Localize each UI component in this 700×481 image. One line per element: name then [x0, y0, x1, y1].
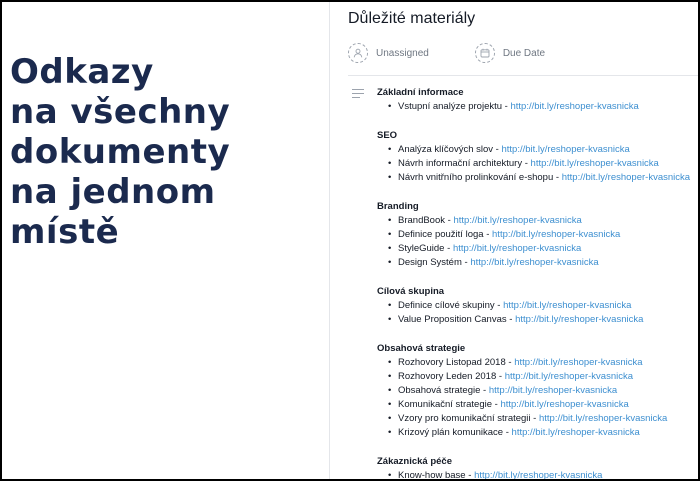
document-name: Design Systém — [398, 257, 462, 268]
document-link[interactable]: http://bit.ly/reshoper-kvasnicka — [538, 413, 668, 424]
separator: - — [444, 243, 453, 254]
document-name: Obsahová strategie — [398, 385, 481, 396]
list-item — [388, 370, 699, 384]
due-date-label: Due Date — [502, 47, 546, 59]
bullet-list — [377, 299, 699, 327]
headline — [10, 52, 310, 252]
headline-line: dokumenty — [10, 132, 231, 172]
document-name: BrandBook — [398, 215, 446, 226]
list-item — [388, 171, 699, 185]
list-item — [388, 469, 699, 479]
list-item — [388, 384, 699, 398]
separator: - — [502, 101, 511, 112]
list-item — [388, 313, 699, 327]
bullet-list — [377, 143, 699, 185]
document-link[interactable]: http://bit.ly/reshoper-kvasnicka — [452, 243, 582, 254]
document-link[interactable]: http://bit.ly/reshoper-kvasnicka — [453, 215, 582, 226]
document-link[interactable]: http://bit.ly/reshoper-kvasnicka — [488, 385, 618, 396]
document-link[interactable]: http://bit.ly/reshoper-kvasnicka — [515, 314, 644, 325]
document-name: Rozhovory Listopad 2018 — [398, 357, 506, 368]
document-name: Definice použití loga — [398, 229, 484, 240]
separator: - — [553, 172, 562, 183]
description-section — [377, 199, 699, 270]
separator: - — [494, 300, 504, 311]
section-heading: Obsahová strategie — [377, 343, 466, 354]
bullet-list — [377, 100, 699, 114]
document-name: Value Proposition Canvas — [398, 314, 507, 325]
separator: - — [496, 371, 505, 382]
document-link[interactable]: http://bit.ly/reshoper-kvasnicka — [492, 229, 621, 240]
person-icon — [348, 43, 368, 63]
calendar-icon — [475, 43, 495, 63]
list-item — [388, 412, 699, 426]
section-heading: SEO — [377, 130, 398, 141]
description-icon — [352, 89, 364, 101]
document-link[interactable]: http://bit.ly/reshoper-kvasnicka — [501, 144, 630, 155]
list-item — [388, 398, 699, 412]
document-name: Definice cílové skupiny — [398, 300, 495, 311]
headline-line: na všechny — [10, 92, 231, 132]
task-detail-panel — [329, 2, 699, 479]
due-date-field[interactable] — [475, 43, 545, 63]
separator: - — [506, 314, 516, 325]
bullet-list — [377, 356, 699, 440]
document-link[interactable]: http://bit.ly/reshoper-kvasnicka — [470, 257, 599, 268]
list-item — [388, 299, 699, 313]
document-link[interactable]: http://bit.ly/reshoper-kvasnicka — [474, 470, 603, 479]
description-section — [377, 454, 699, 479]
bullet-list — [377, 469, 699, 479]
document-name: Know-how base — [398, 470, 466, 479]
document-link[interactable]: http://bit.ly/reshoper-kvasnicka — [530, 158, 659, 169]
document-name: Komunikační strategie — [398, 399, 492, 410]
task-meta-row — [348, 41, 591, 65]
description-section — [377, 85, 699, 114]
description-section — [377, 284, 699, 327]
document-link[interactable]: http://bit.ly/reshoper-kvasnicka — [500, 399, 629, 410]
task-description[interactable] — [377, 85, 699, 479]
list-item — [388, 228, 699, 242]
separator: - — [480, 385, 489, 396]
section-heading: Zákaznická péče — [377, 456, 452, 467]
section-heading: Cílová skupina — [377, 286, 445, 297]
bullet-list — [377, 214, 699, 270]
document-name: Analýza klíčových slov — [398, 144, 494, 155]
list-item — [388, 242, 699, 256]
document-name: Návrh vnitřního prolinkování e-shopu — [398, 172, 554, 183]
separator: - — [492, 399, 501, 410]
list-item — [388, 356, 699, 370]
list-item — [388, 214, 699, 228]
separator: - — [530, 413, 539, 424]
document-name: Vstupní analýze projektu — [398, 101, 503, 112]
list-item — [388, 256, 699, 270]
headline-line: Odkazy — [10, 52, 154, 92]
document-name: Vzory pro komunikační strategii — [398, 413, 531, 424]
description-section — [377, 341, 699, 440]
document-link[interactable]: http://bit.ly/reshoper-kvasnicka — [503, 300, 632, 311]
list-item — [388, 100, 699, 114]
separator: - — [483, 229, 493, 240]
section-heading: Základní informace — [377, 87, 464, 98]
assignee-field[interactable] — [348, 43, 429, 63]
list-item — [388, 426, 699, 440]
separator: - — [445, 215, 454, 226]
document-name: Krizový plán komunikace — [398, 427, 504, 438]
document-name: Návrh informační architektury — [398, 158, 523, 169]
description-section — [377, 128, 699, 185]
separator: - — [493, 144, 502, 155]
document-link[interactable]: http://bit.ly/reshoper-kvasnicka — [510, 101, 639, 112]
task-title[interactable]: Důležité materiály — [348, 10, 476, 27]
document-name: StyleGuide — [398, 243, 445, 254]
separator: - — [503, 427, 512, 438]
document-link[interactable]: http://bit.ly/reshoper-kvasnicka — [504, 371, 634, 382]
meta-divider — [348, 75, 699, 76]
separator: - — [522, 158, 531, 169]
headline-line: na jednom — [10, 172, 216, 212]
section-heading: Branding — [377, 201, 419, 212]
separator: - — [461, 257, 471, 268]
separator: - — [465, 470, 475, 479]
document-link[interactable]: http://bit.ly/reshoper-kvasnicka — [514, 357, 643, 368]
document-name: Rozhovory Leden 2018 — [398, 371, 497, 382]
document-link[interactable]: http://bit.ly/reshoper-kvasnicka — [511, 427, 640, 438]
document-link[interactable]: http://bit.ly/reshoper-kvasnicka — [561, 172, 691, 183]
list-item — [388, 157, 699, 171]
assignee-label: Unassigned — [376, 47, 429, 59]
list-item — [388, 143, 699, 157]
separator: - — [505, 357, 515, 368]
headline-line: místě — [10, 212, 120, 252]
